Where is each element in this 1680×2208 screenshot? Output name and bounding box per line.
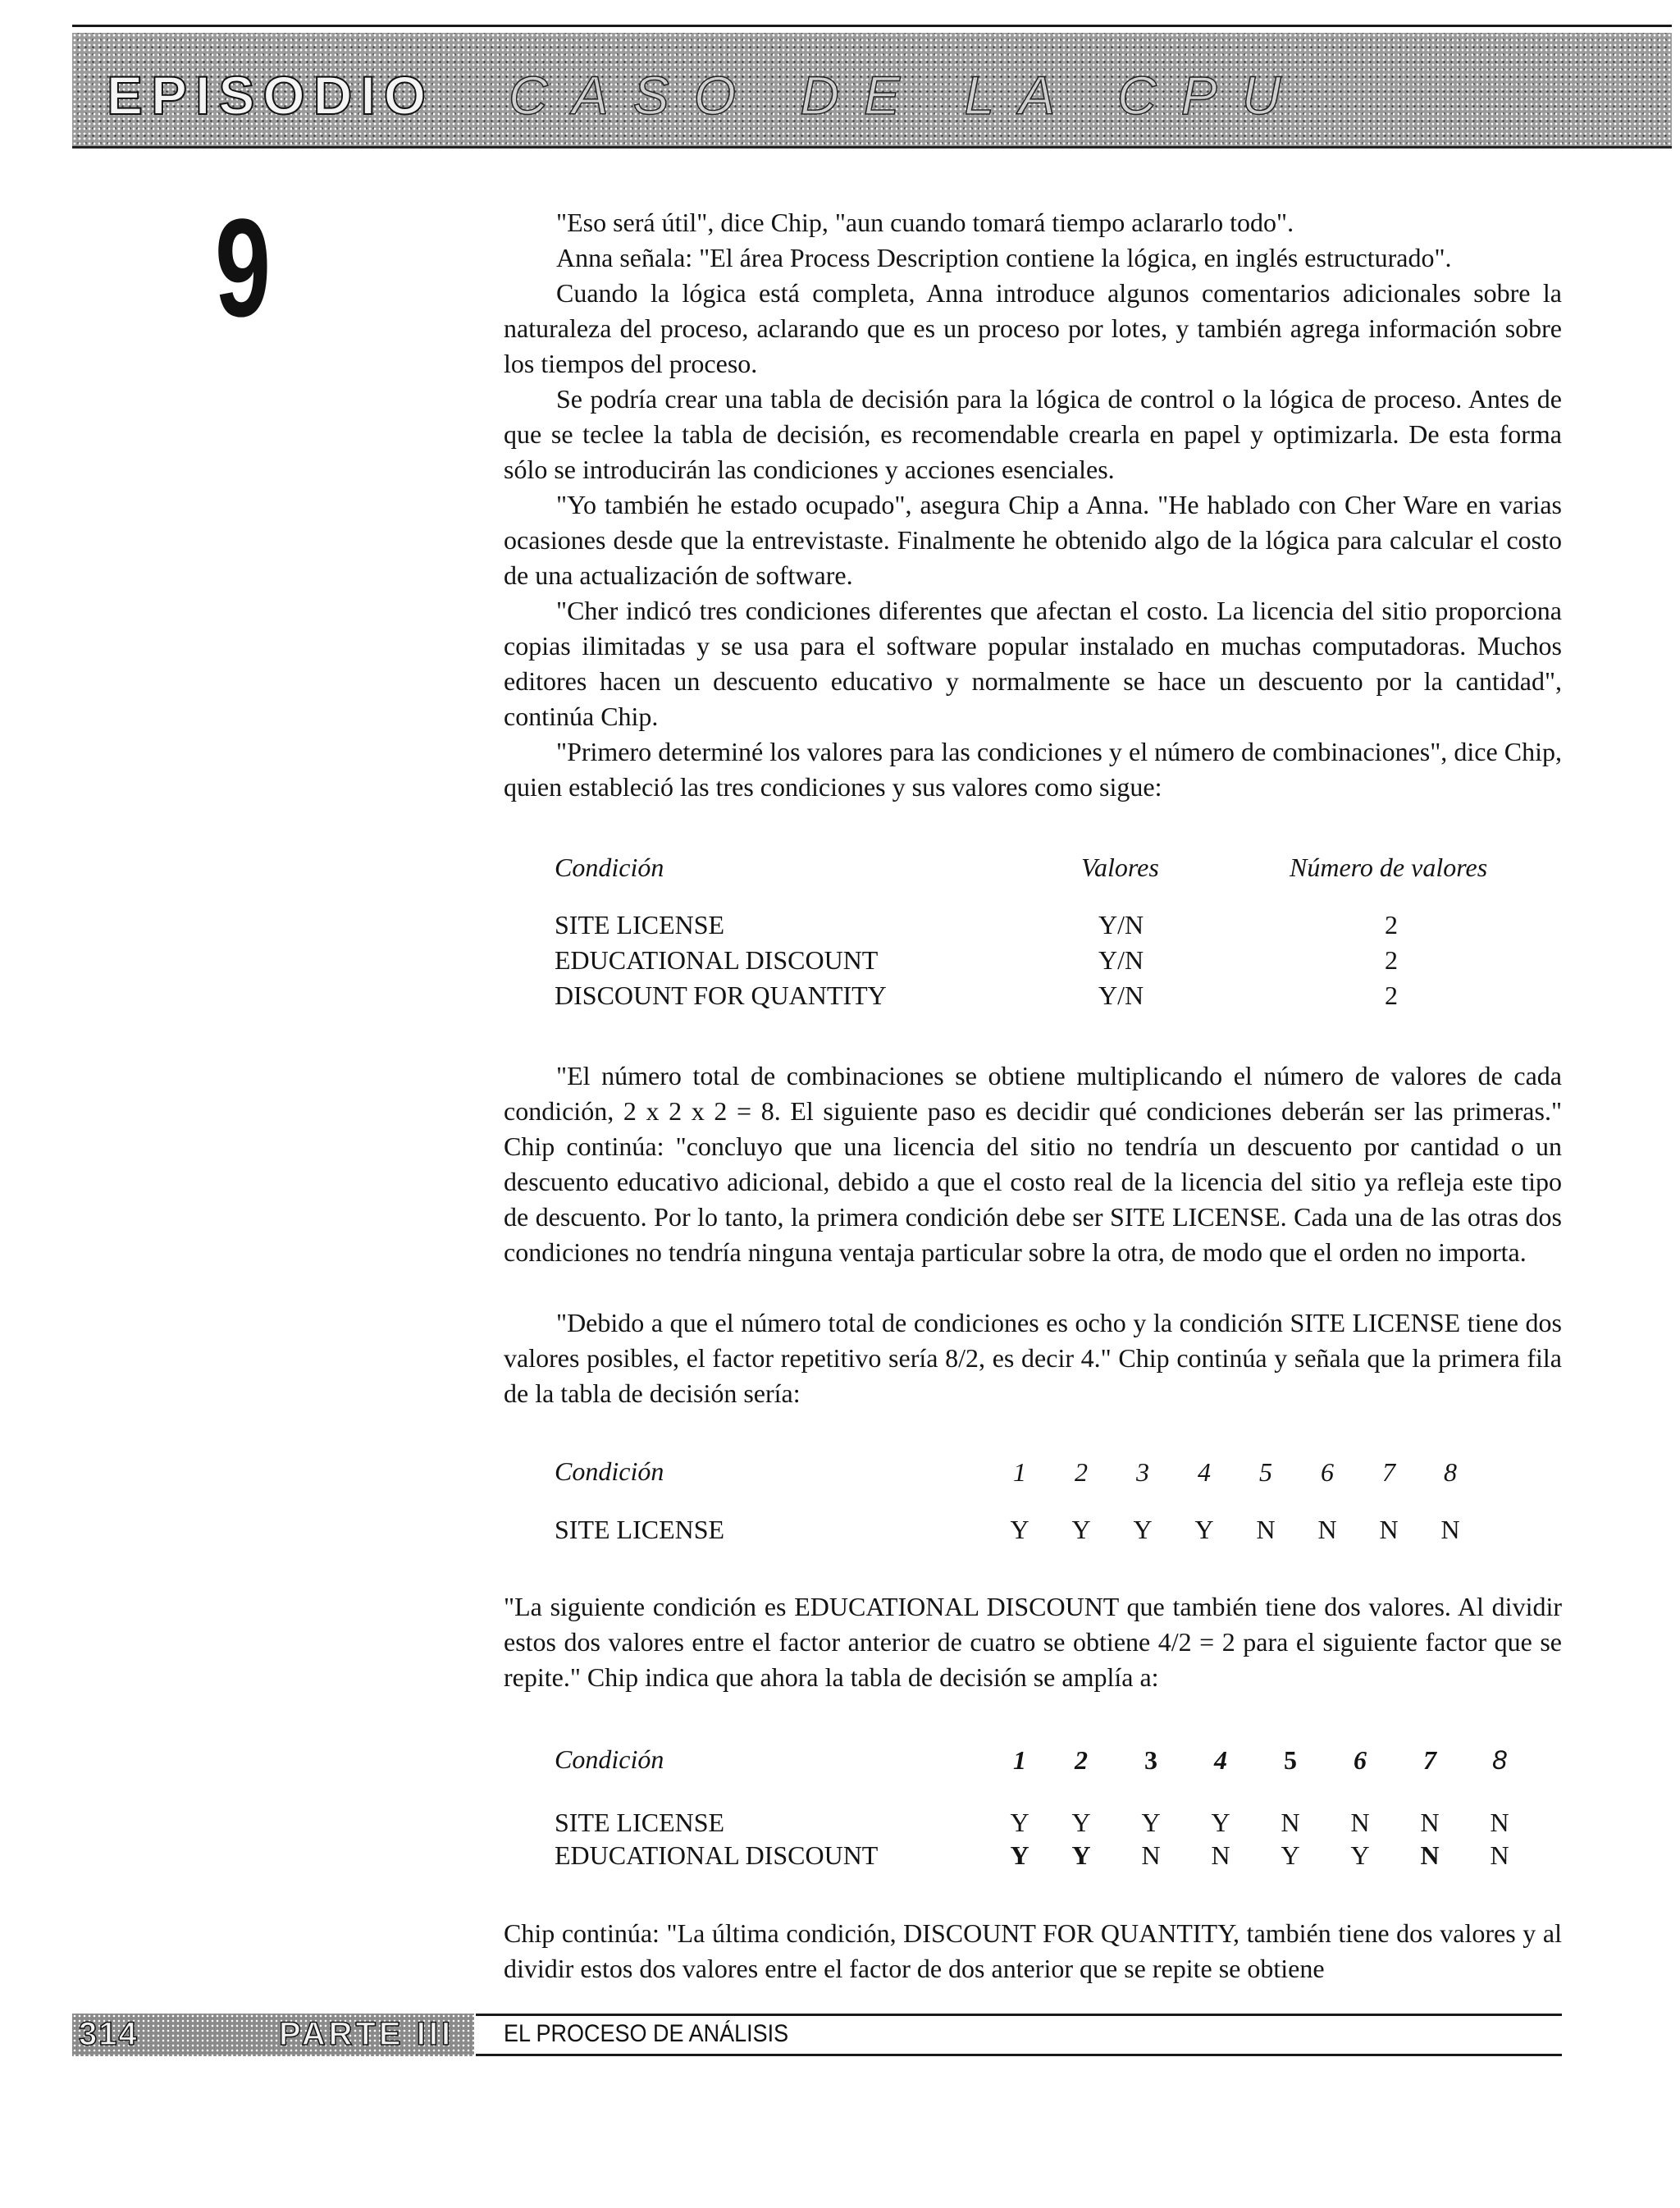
- decision-cell: Y: [1071, 1840, 1091, 1870]
- column-number: 2: [1075, 1457, 1088, 1487]
- decision-cell: N: [1141, 1840, 1161, 1870]
- decision-cell: N: [1317, 1515, 1337, 1544]
- decision-cell: Y: [1010, 1515, 1029, 1544]
- decision-cell: N: [1281, 1808, 1300, 1837]
- section-title: EL PROCESO DE ANÁLISIS: [504, 2020, 789, 2047]
- decision-table-header: Condición: [555, 1456, 664, 1486]
- column-number: 1: [1013, 1745, 1026, 1775]
- decision-cell: Y: [1141, 1808, 1161, 1837]
- decision-cell: Y: [1010, 1840, 1029, 1870]
- paragraph: Anna señala: "El área Process Description contiene la lógica, en inglés estructurado".: [556, 243, 1452, 272]
- column-number: 1: [1013, 1457, 1026, 1487]
- table-cell: 2: [1385, 945, 1398, 975]
- footer-bottom-rule: [476, 2054, 1562, 2056]
- table-cell: Y/N: [1098, 945, 1144, 975]
- column-number: 6: [1354, 1745, 1367, 1775]
- column-number: 3: [1136, 1457, 1149, 1487]
- column-number: 4: [1198, 1457, 1211, 1487]
- decision-cell: Y: [1211, 1808, 1230, 1837]
- table-cell: SITE LICENSE: [555, 910, 725, 939]
- table-header-count: Número de valores: [1290, 853, 1488, 882]
- table-header-values: Valores: [1081, 853, 1159, 882]
- table-cell: Y/N: [1098, 910, 1144, 939]
- table-cell: EDUCATIONAL DISCOUNT: [555, 945, 879, 975]
- decision-cell: N: [1490, 1808, 1509, 1837]
- decision-cell: Y: [1194, 1515, 1214, 1544]
- header-bottom-rule: [72, 146, 1672, 149]
- decision-cell: N: [1440, 1515, 1460, 1544]
- paragraph: "Debido a que el número total de condiciones es ocho y la condición SITE LICENSE tiene dos valores posibles, el factor repetitivo sería 8/2, es decir 4." Chip continúa y señala que la primera fila de la tabla de decisión sería:: [504, 1308, 1562, 1408]
- decision-cell: Y: [1010, 1808, 1029, 1837]
- page-number: 314: [79, 2016, 139, 2052]
- decision-cell: Y: [1281, 1840, 1300, 1870]
- table-cell: DISCOUNT FOR QUANTITY: [555, 981, 887, 1010]
- part-label: PARTE III: [279, 2016, 454, 2052]
- column-number: 5: [1259, 1457, 1272, 1487]
- decision-row-label: SITE LICENSE: [555, 1515, 725, 1544]
- decision-cell: N: [1490, 1840, 1509, 1870]
- decision-cell: N: [1420, 1808, 1440, 1837]
- paragraph: "La siguiente condición es EDUCATIONAL DISCOUNT que también tiene dos valores. Al dividir estos dos valores entre el factor anterior de cuatro se obtiene 4/2 = 2 para el siguiente factor que se repite." Chip indica que ahora la tabla de decisión se amplía a:: [504, 1592, 1562, 1692]
- footer-top-rule: [476, 2014, 1562, 2016]
- table-cell: Y/N: [1098, 981, 1144, 1010]
- decision-row-label: SITE LICENSE: [555, 1808, 725, 1837]
- decision-cell: N: [1420, 1840, 1440, 1870]
- decision-cell: N: [1379, 1515, 1399, 1544]
- paragraph: "Eso será útil", dice Chip, "aun cuando tomará tiempo aclararlo todo".: [556, 208, 1294, 237]
- case-title: CASO DE LA CPU: [509, 65, 1306, 126]
- decision-row-label: EDUCATIONAL DISCOUNT: [555, 1840, 879, 1870]
- column-number: 7: [1382, 1457, 1395, 1487]
- paragraph: "Cher indicó tres condiciones diferentes que afectan el costo. La licencia del sitio proporciona copias ilimitadas y se usa para el software popular instalado en muchas computadoras. Muchos editores hacen un descuento educativo y normalmente se hace un descuento por la cantidad", continúa Chip.: [504, 596, 1562, 731]
- episode-label: EPISODIO: [107, 65, 435, 126]
- decision-cell: N: [1211, 1840, 1230, 1870]
- paragraph: "Yo también he estado ocupado", asegura Chip a Anna. "He hablado con Cher Ware en varias ocasiones desde que la entrevistaste. Finalmente he obtenido algo de la lógica para calcular el costo de una actualización de software.: [504, 490, 1562, 590]
- column-number: 6: [1321, 1457, 1334, 1487]
- decision-cell: Y: [1133, 1515, 1153, 1544]
- column-number: 8: [1444, 1457, 1457, 1487]
- header-top-rule: [72, 25, 1672, 27]
- decision-cell: Y: [1071, 1515, 1091, 1544]
- paragraph: "El número total de combinaciones se obtiene multiplicando el número de valores de cada condición, 2 x 2 x 2 = 8. El siguiente paso es decidir qué condiciones deberán ser las primeras." Chip continúa: "concluyo que una licencia del sitio no tendría un descuento por cantidad o un descuento educativo adicional, debido a que el costo real de la licencia del sitio ya refleja este tipo de descuento. Por lo tanto, la primera condición debe ser SITE LICENSE. Cada una de las otras dos condiciones no tendría ninguna ventaja particular sobre la otra, de modo que el orden no importa.: [504, 1061, 1562, 1267]
- column-number: 3: [1144, 1745, 1157, 1775]
- column-number: 7: [1423, 1745, 1436, 1775]
- column-number: 5: [1284, 1745, 1297, 1775]
- column-number: 8: [1492, 1745, 1507, 1775]
- column-number: 2: [1075, 1745, 1088, 1775]
- table-header-condition: Condición: [555, 853, 664, 882]
- decision-table-header: Condición: [555, 1744, 664, 1774]
- decision-cell: Y: [1350, 1840, 1370, 1870]
- table-cell: 2: [1385, 910, 1398, 939]
- paragraph: Chip continúa: "La última condición, DISCOUNT FOR QUANTITY, también tiene dos valores y al dividir estos dos valores entre el factor de dos anterior que se repite se obtiene: [504, 1918, 1562, 1983]
- paragraph: Cuando la lógica está completa, Anna introduce algunos comentarios adicionales sobre la naturaleza del proceso, aclarando que es un proceso por lotes, y también agrega información sobre los tiempos del proceso.: [504, 278, 1562, 378]
- paragraph: Se podría crear una tabla de decisión para la lógica de control o la lógica de proceso. Antes de que se teclee la tabla de decisión, es recomendable crearla en papel y optimizarla. De esta forma sólo se introducirán las condiciones y acciones esenciales.: [504, 384, 1562, 484]
- decision-cell: N: [1350, 1808, 1370, 1837]
- column-number: 4: [1214, 1745, 1227, 1775]
- decision-cell: Y: [1071, 1808, 1091, 1837]
- chapter-number: 9: [215, 190, 272, 346]
- paragraph: "Primero determiné los valores para las condiciones y el número de combinaciones", dice Chip, quien estableció las tres condiciones y sus valores como sigue:: [504, 737, 1562, 802]
- decision-cell: N: [1256, 1515, 1276, 1544]
- table-cell: 2: [1385, 981, 1398, 1010]
